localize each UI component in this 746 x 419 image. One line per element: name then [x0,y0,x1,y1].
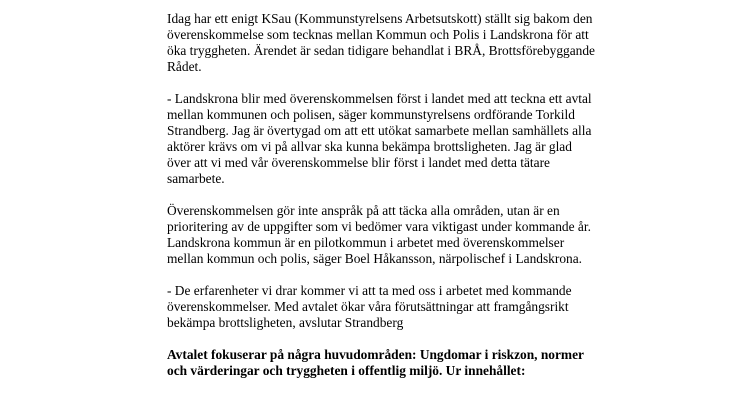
text-line: och värderingar och tryggheten i offentlig miljö. Ur innehållet: [167,363,526,378]
text-line: över att vi med vår överenskommelse blir först i landet med detta tätare [167,155,550,170]
text-line: Överenskommelsen gör inte anspråk på att täcka alla områden, utan är en [167,203,560,218]
paragraph-strandberg-quote [167,91,667,187]
text-line: Idag har ett enigt KSau (Kommunstyrelsens Arbetsutskott) ställt sig bakom den [167,11,593,26]
text-line: Avtalet fokuserar på några huvudområden: Ungdomar i riskzon, normer [167,347,584,362]
text-line: Landskrona kommun är en pilotkommun i arbetet med överenskommelser [167,235,565,250]
text-line: öka tryggheten. Ärendet är sedan tidigare behandlat i BRÅ, Brottsförebyggande [167,43,595,58]
text-line: bekämpa brottsligheten, avslutar Strandberg [167,315,404,330]
text-line: - De erfarenheter vi drar kommer vi att ta med oss i arbetet med kommande [167,283,572,298]
text-line: prioritering av de uppgifter som vi bedömer vara viktigast under kommande år. [167,219,591,234]
text-line: mellan kommun och polis, säger Boel Håkansson, närpolischef i Landskrona. [167,251,583,266]
text-line: aktörer krävs om vi på allvar ska kunna bekämpa brottsligheten. Jag är glad [167,139,572,154]
paragraph-ksau-decision [167,11,667,75]
text-line: överenskommelse som tecknas mellan Kommun och Polis i Landskrona för att [167,27,589,42]
text-line: Rådet. [167,59,202,74]
paragraph-closing-quote [167,283,667,331]
text-line: samarbete. [167,171,225,186]
paragraph-hakansson-quote [167,203,667,267]
text-line: överenskommelser. Med avtalet ökar våra förutsättningar att framgångsrikt [167,299,569,314]
text-line: Strandberg. Jag är övertygad om att ett utökat samarbete mellan samhällets alla [167,123,592,138]
document-body [167,11,667,395]
text-line: - Landskrona blir med överenskommelsen först i landet med att teckna ett avtal [167,91,592,106]
text-line: mellan kommunen och polisen, säger kommunstyrelsens ordförande Torkild [167,107,575,122]
paragraph-focus-areas-heading [167,347,667,379]
